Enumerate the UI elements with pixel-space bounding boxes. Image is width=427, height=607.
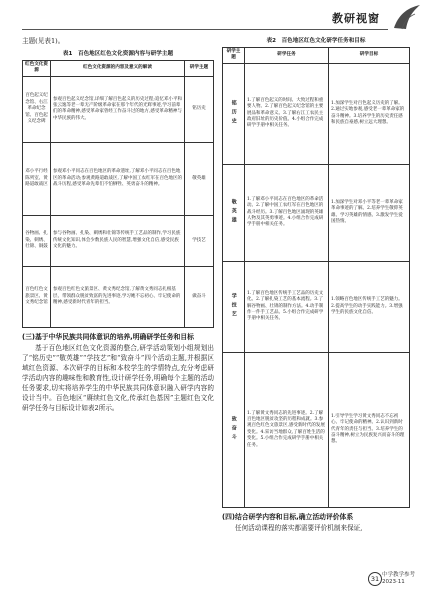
table1	[22, 60, 214, 328]
table1-header-row	[23, 61, 214, 77]
table2-row	[223, 63, 410, 164]
table1-cell: 百色起义纪念馆、右江革命纪念馆、百色起义纪念碑	[23, 76, 51, 142]
table1-row	[23, 266, 214, 327]
ink-brush-ornament-icon	[388, 2, 424, 32]
table2-header: 研学主题	[223, 48, 245, 64]
table1-header: 红色文化资源的内容及意义的解读	[51, 61, 185, 77]
body-paragraph: 基于百色地区红色文化资源的整合,研学活动策划小组规划出了“铭历史”“敬英雄”“学技艺”和“致奋斗”四个活动主题,并根据区域红色资源、本次研学的目标和本校学生的学情特点,充分考虑研学活动内容的趣味性和教育性,设计研学任务,明确每个主题的活动任务要求,切实将培养学生的中华民族共同体意识融入研学内容的设计当中。百色地区“赓续红色文化,传承红色基因”主题红色文化研学任务与目标设计如表2所示。	[22, 343, 214, 412]
section-heading: (四)结合研学内容和目标,确立活动评价体系	[222, 512, 354, 521]
body-paragraph: 任何活动课程的落实都需要评价机制来保证,	[235, 523, 363, 532]
table2-header: 研学目标	[329, 48, 410, 64]
table1-cell: 邓小平行经陈列室、黄路道敢战区	[23, 142, 51, 215]
table2	[222, 47, 410, 508]
table1-header: 红色文化资源	[23, 61, 51, 77]
issue-number: 2023·11	[382, 579, 405, 585]
table2-caption: 表2 百色地区红色文化研学任务和目标	[266, 38, 366, 44]
table1-cell: 谷物画、扎染、刺绣、壮锦、铜鼓	[23, 215, 51, 266]
table1-cell: 敬英雄	[185, 142, 214, 215]
table2-header-row	[223, 48, 410, 64]
journal-name: 中学教学参考	[382, 572, 416, 578]
table2-row	[223, 352, 410, 507]
section-heading: (三)基于中华民族共同体意识的培养,明确研学任务和目标	[22, 332, 194, 341]
page-number: 31	[368, 572, 382, 586]
table2-cell: 1.加深学生对百色起义历史的了解。2.通过实地参观,感受老一辈革命家的奋斗精神。3.培养学生的历史责任感和民族自豪感,树立远大理想。	[329, 63, 410, 164]
table1-cell: 参观百色红色文旅景区、黄文秀纪念馆,了解黄文秀同志扎根基层、带领群众脱贫致富的先进事迹,学习她不忘初心、牢记使命的精神,感受新时代青年的担当。	[51, 266, 185, 327]
table2-cell: 1.了解百色起义的时间、大致过程和重要人物。2.了解百色起义纪念馆的主要展品和革命意义。3.了解右江工农民主政府旧址的历史价值。4.小组合作完成研学手册中相关任务。	[245, 63, 329, 164]
lead-text: 主题(见表1)。	[22, 37, 65, 45]
table2-row	[223, 261, 410, 352]
table2-header: 研学任务	[245, 48, 329, 64]
table2-row	[223, 164, 410, 261]
table1-cell: 学技艺	[185, 215, 214, 266]
header-rule	[22, 29, 388, 30]
table1-cell: 参观邓小平同志在百色地区的革命遗址,了解邓小平同志在百色地区的革命活动;参观黄路道敢战区,了解中国工农红军在百色地区的战斗历程,感受革命先辈们不怕牺牲、英勇奋斗的精神。	[51, 142, 185, 215]
table1-cell: 参与谷物画、扎染、刺绣和壮锦等传统手工艺品的制作,学习民族传统文化知识,体会少数民族人民的智慧,增强文化自信,感受民族文化的魅力。	[51, 215, 185, 266]
table2-cell: 1.了解黄文秀同志的先进事迹。2.了解百色地区脱贫攻坚的历程和成就。3.参观百色红色文旅景区,感受新时代的发展变化。4.采访当地群众,了解百姓生活的变化。5.小组合作完成研学手册中相关任务。	[245, 352, 329, 507]
column-title: 教研视窗	[332, 12, 380, 25]
table2-theme-cell: 铭历史	[223, 63, 245, 164]
table1-row	[23, 76, 214, 142]
table2-cell: 1.加深学生对邓小平等老一辈革命家革命事迹的了解。2.培养学生敬仰英雄、学习英雄的情感。3.激发学生爱国热情。	[329, 164, 410, 261]
table1-cell: 参观百色起义纪念馆,详细了解百色起义的历史过程;追忆邓小平和张云逸等老一辈无产阶级革命家在那个年代的光辉事迹,学习前辈们的革命精神,感受革命家曾经工作奋斗过的地方,感受革命精神与中华民族的伟大。	[51, 76, 185, 142]
table1-header: 研学主题	[185, 61, 214, 77]
table2-cell: 1.领略百色地区传统手工艺的魅力。2.提高学生的动手实践能力。3.增强学生的民族文化自信。	[329, 261, 410, 352]
table2-theme-cell: 致奋斗	[223, 352, 245, 507]
right-column	[222, 36, 410, 533]
table2-cell: 1.了解百色地区传统手工艺品的历史文化。2.了解扎染工艺的基本流程。3.了解谷物画、壮锦的制作方法。4.动手制作一件手工艺品。5.小组合作完成研学手册中相关任务。	[245, 261, 329, 352]
table2-theme-cell: 学技艺	[223, 261, 245, 352]
table1-cell: 铭历史	[185, 76, 214, 142]
table1-cell: 做奋斗	[185, 266, 214, 327]
table2-cell: 1.引导学生学习黄文秀同志不忘初心、牢记使命的精神。2.认识到新时代青年的责任与担当。3.培养学生的奋斗精神,树立为民族复兴而奋斗的理想。	[329, 352, 410, 507]
table1-row	[23, 215, 214, 266]
table1-cell: 百色红色文旅景区、黄文秀纪念馆	[23, 266, 51, 327]
left-column	[22, 36, 214, 413]
table1-caption: 表1 百色地区红色文化资源内容与研学主题	[62, 51, 174, 57]
table1-row	[23, 142, 214, 215]
table2-theme-cell: 敬英雄	[223, 164, 245, 261]
table2-cell: 1.了解邓小平同志在百色地区的革命活动。2.了解中国工农红军在百色地区的战斗经历。3.了解百色地区涌现的英雄人物及其英勇事迹。4.小组合作完成研学手册中相关任务。	[245, 164, 329, 261]
